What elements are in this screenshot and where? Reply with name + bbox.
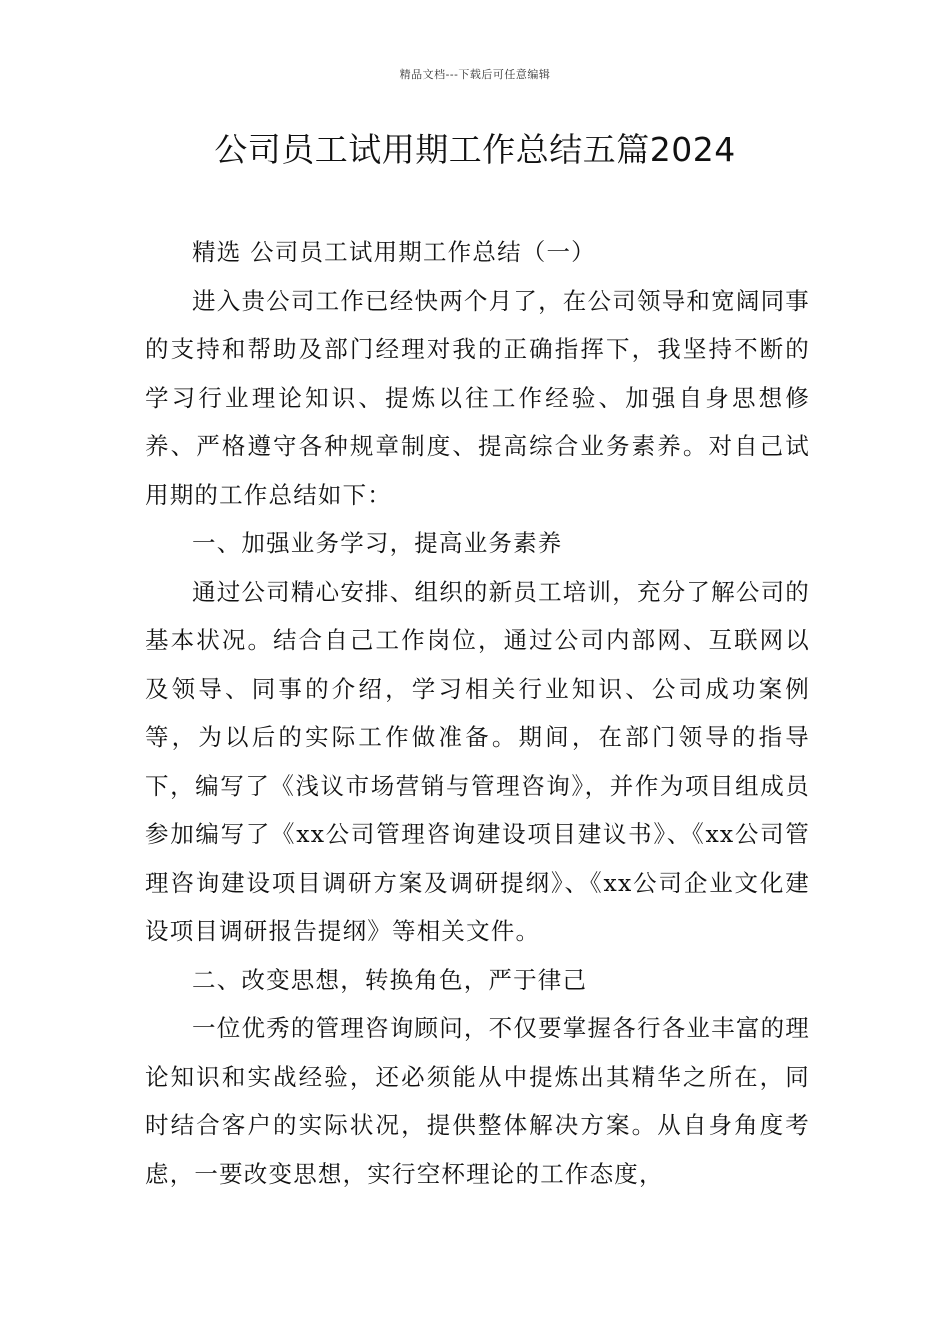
paragraph-intro: 进入贵公司工作已经快两个月了，在公司领导和宽阔同事的支持和帮助及部门经理对我的正确指挥下，我坚持不断的学习行业理论知识、提炼以往工作经验、加强自身思想修养、严格遵守各种规章制度、提高综合业务素养。对自己试用期的工作总结如下： [145, 286, 810, 509]
section-heading-two: 二、改变思想，转换角色，严于律己 [192, 965, 588, 994]
header-note: 精品文档---下载后可任意编辑 [399, 68, 551, 81]
section-heading-selected: 精选 公司员工试用期工作总结（一） [192, 238, 596, 266]
document-title: 公司员工试用期工作总结五篇2024 [214, 130, 736, 169]
document-body [145, 228, 810, 1198]
paragraph-study: 通过公司精心安排、组织的新员工培训，充分了解公司的基本状况。结合自己工作岗位，通过公司内部网、互联网以及领导、同事的介绍，学习相关行业知识、公司成功案例等，为以后的实际工作做准备。期间，在部门领导的指导下，编写了《浅议市场营销与管理咨询》，并作为项目组成员参加编写了《xx公司管理咨询建设项目建议书》、《xx公司管理咨询建设项目调研方案及调研提纲》、《xx公司企业文化建设项目调研报告提纲》等相关文件。 [145, 577, 810, 945]
section-heading-one: 一、加强业务学习，提高业务素养 [192, 529, 563, 557]
paragraph-consultant: 一位优秀的管理咨询顾问，不仅要掌握各行各业丰富的理论知识和实战经验，还必须能从中提炼出其精华之所在，同时结合客户的实际状况，提供整体解决方案。从自身角度考虑，一要改变思想，实行空杯理论的工作态度， [145, 1014, 810, 1188]
